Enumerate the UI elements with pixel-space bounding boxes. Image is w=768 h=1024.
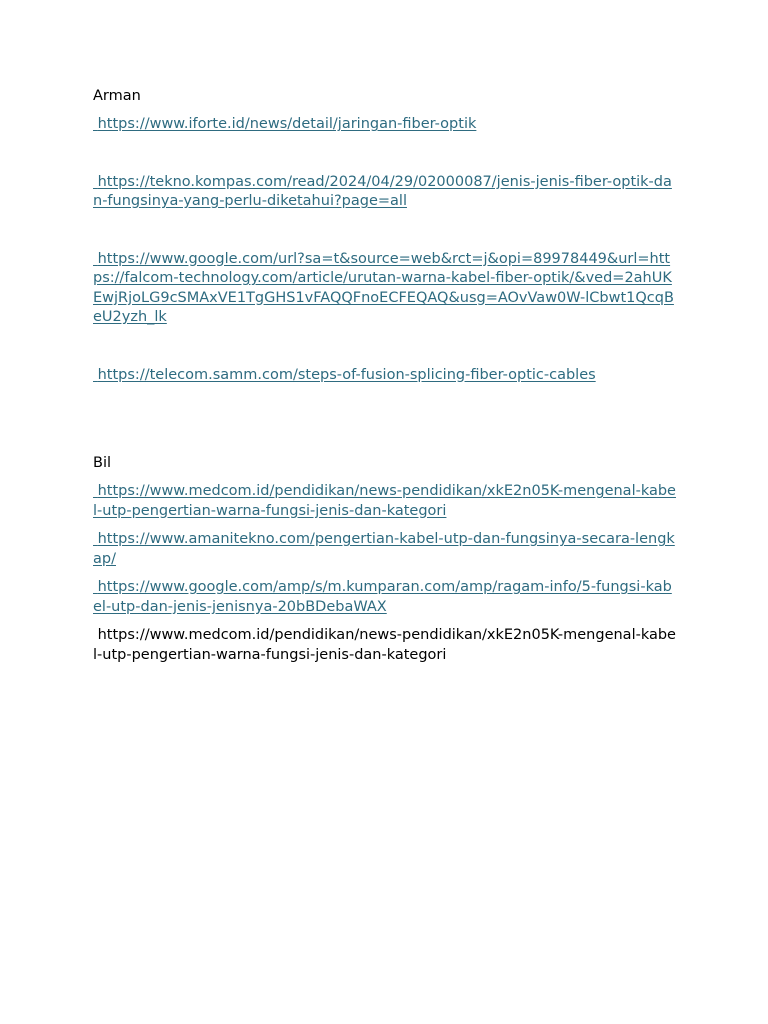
link-amanitekno[interactable]: https://www.amanitekno.com/pengertian-kabel-utp-dan-fungsinya-secara-lengkap/ — [93, 531, 675, 567]
link-medcom[interactable]: https://www.medcom.id/pendidikan/news-pendidikan/xkE2n05K-mengenal-kabel-utp-pengertian-warna-fungsi-jenis-dan-kategori — [93, 483, 676, 519]
section-title-arman: Arman — [93, 88, 141, 104]
plain-url-medcom: https://www.medcom.id/pendidikan/news-pendidikan/xkE2n05K-mengenal-kabel-utp-pengertian-warna-fungsi-jenis-dan-kategori — [93, 627, 676, 663]
link-iforte[interactable]: https://www.iforte.id/news/detail/jaringan-fiber-optik — [97, 116, 477, 132]
link-google-kumparan[interactable]: https://www.google.com/amp/s/m.kumparan.com/amp/ragam-info/5-fungsi-kabel-utp-dan-jenis-jenisnya-20bBDebaWAX — [93, 579, 672, 615]
document-page — [93, 86, 678, 665]
link-kompas[interactable]: https://tekno.kompas.com/read/2024/04/29/02000087/jenis-jenis-fiber-optik-dan-fungsinya-yang-perlu-diketahui?page=all — [93, 173, 672, 209]
section-title-bil: Bil — [93, 455, 112, 471]
link-samm[interactable]: https://telecom.samm.com/steps-of-fusion-splicing-fiber-optic-cables — [97, 366, 596, 383]
link-google-falcom[interactable]: https://www.google.com/url?sa=t&source=web&rct=j&opi=89978449&url=https://falcom-technology.com/article/urutan-warna-kabel-fiber-optik/&ved=2ahUKEwjRjoLG9cSMAxVE1TgGHS1vFAQQFnoECFEQAQ&usg=AOvVaw0W-lCbwt1QcqBeU2yzh_lk — [93, 250, 674, 325]
